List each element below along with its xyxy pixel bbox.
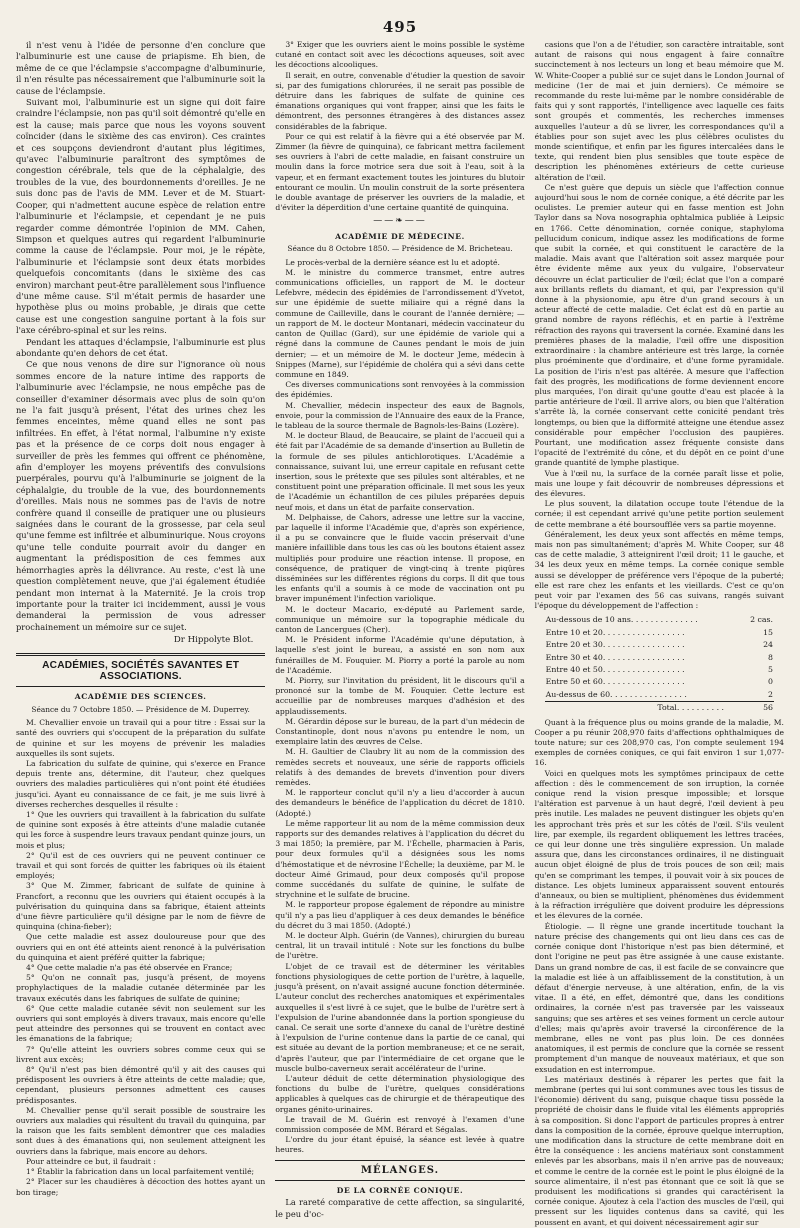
author-signature: Dr Hippolyte Blot. (173, 635, 254, 646)
paragraph: Suivant moi, l'albuminurie est un signe qui doit faire craindre l'éclampsie, non pas qu'il soit démontré qu'elle en est la cause; mais parce que nous les voyons souvent coïncider (dans le sixième des cas environ). Ces craintes et ces soupçons deviendront d'autant plus légitimes, qu'avec l'albuminurie paraîtront des symptômes de congestion cérébrale, tels que de la céphalalgie, des troubles de la vue, des bourdonnements d'oreilles. Je ne suis donc pas de l'avis de MM. Lever et de M. Stuart-Cooper, qui n'admettent aucune espèce de relation entre l'albuminurie et l'éclampsie, et cependant je ne puis regarder comme démontrée l'opinion de MM. Cahen, Simpson et quelques autres qui regardent l'albuminurie comme la cause de l'éclampsie. Pour moi, je le répète, l'albuminurie et l'éclampsie sont deux états morbides quelquefois concomitants (dans le sixième des cas environ) marchant peut-être parallèlement sous l'influence d'une même cause. S'il m'était permis de hasarder une hypothèse plus ou moins probable, je dirais que cette cause est une congestion sanguine portant à la fois sur l'axe cérébro-spinal et sur les reins. (16, 97, 266, 336)
paragraph: La fabrication du sulfate de quinine, qui s'exerce en France depuis trente ans, détermine, dit l'auteur, chez quelques ouvriers des maladies particulières qui n'ont point été étudiées jusqu'ici. Ayant eu connaissance de ce fait, je me suis livré à diverses recherches desquelles il résulte : (16, 758, 266, 809)
paragraph: Pendant les attaques d'éclampsie, l'albuminurie est plus abondante qu'en dehors de cet état. (16, 336, 266, 358)
table-row (545, 639, 774, 651)
academy-sciences-body (16, 718, 265, 1198)
paragraph: casions que l'on a de l'étudier, son caractère intraitable, sont autant de raisons qui nous engagent à faire connaître succinctement à nos lecteurs un long et beau mémoire que M. W. White-Cooper a publié sur ce sujet dans le London Journal of medicine (1er de mai et juin derniers). Ce mémoire se recommande du reste lui-même par le nombre considérable de faits qui y sont rapportés, l'intelligence avec laquelle ces faits sont groupés et commentés, les recherches immenses auxquelles l'auteur a dû se livrer, les correspondances qu'il a établies pour son sujet avec les plus célèbres oculistes du monde scientifique, et enfin par les figures intercalées dans le texte, qui rendent bien plus sensibles que toute espèce de description les phénomènes extérieurs de cette curieuse altération de l'œil. (534, 40, 784, 182)
paragraph: Les matériaux destinés à réparer les pertes que fait la membrane (pertes qui lui sont communes avec tous les tissus de l'économie) dérivent du sang, puisque chaque tissu possède la propriété de choisir dans le fluide vital les éléments appropriés à sa composition. Si donc l'apport de particules propres à entrer dans la composition de la cornée, éprouve quelque interruption, une modification dans la structure de cette membrane doit en être la conséquence : les anciens matériaux sont constamment enlevés par les absorbans, mais il n'en arrive pas de nouveaux; et comme le centre de la cornée est le point le plus éloigné de la source alimentaire, il n'est pas étonnant que ce soit là que se produisent les modifications si grandes qui caractérisent la cornée conique. Ajoutez à cela l'action des muscles de l'œil, qui pressent sur les liquides contenus dans sa cavité, qui les poussent en avant, et qui doivent nécessairement agir sur (534, 1074, 784, 1227)
table-value: 24 (763, 640, 773, 650)
page-number: 495 (382, 18, 418, 36)
section-title: ACADÉMIES, SOCIÉTÉS SAVANTES ET ASSOCIATIONS. (42, 659, 240, 682)
table-value: 2 cas. (750, 615, 773, 625)
academy-medecine-title: ACADÉMIE DE MÉDECINE. (335, 231, 465, 241)
paragraph: Ces diverses communications sont renvoyées à la commission des épidémies. (275, 380, 525, 400)
table-value: 0 (768, 677, 773, 687)
paragraph: Vue à l'œil nu, la surface de la cornée paraît lisse et polie, mais une loupe y fait découvrir de nombreuses dépressions et des élevures. (534, 468, 784, 498)
table-value: 5 (768, 665, 773, 674)
table-row (545, 689, 774, 702)
paragraph: 2° Qu'il est de ces ouvriers qui ne peuvent continuer ce travail et qui sont forcés de quitter les fabriques où ils étaient employés; (16, 850, 266, 881)
paragraph: M. Delphaisse, de Cahors, adresse une lettre sur la vaccine, par laquelle il informe l'Académie que, d'après son expérience, il a pu se convaincre que le fluide vaccin préservait d'une manière infaillible dans tous les cas où les boutons étaient assez multipliés pour produire une réaction intense. Il propose, en conséquence, de pratiquer de vingt-cinq à trente piqûres disséminées sur les différentes régions du corps. Il dit que tous les enfants qu'il a soumis à ce mode de vaccination ont pu braver impunément l'infection variolique. (275, 512, 525, 604)
table-row (545, 652, 774, 664)
paragraph: Voici en quelques mots les symptômes principaux de cette affection : dès le commencement de son irruption, la cornée conique rend la vision presque impossible; et lorsque l'altération est parvenue à un haut degré, l'œil devient à peu près inutile. Les malades ne peuvent distinguer les objets qu'en les approchant très près et sur les côtés de l'œil. S'ils veulent lire, par exemple, ils regardent obliquement les lettres tracées, ce qui leur donne une très singulière expression. Un malade assura que, dans les circonstances ordinaires, il ne distinguait aucun objet éloigné de plus de trois pouces de son œil; mais qu'en se comprimant les tempes, il pouvait voir à six pouces de distance. Les objets lumineux apparaissent souvent entourés d'anneaux, ou bien se multiplient, phénomènes dus évidemment à la réfraction irrégulière que doivent produire les dépressions et les élevures de la cornée. (534, 768, 784, 921)
table-value: 8 (768, 652, 773, 662)
table-value: 2 (768, 689, 773, 699)
section-divider (16, 653, 265, 656)
melanges-title: MÉLANGES. (360, 1164, 440, 1176)
column-3-body-bottom (535, 718, 784, 1228)
columns (16, 40, 784, 1227)
paragraph: Quant à la fréquence plus ou moins grande de la maladie, M. Cooper a pu réunir 208,970 faits d'affections ophthalmiques de toute nature; sur ces 208,970 cas, l'on compte seulement 194 exemples de cornées coniques, ce qui fait environ 1 sur 1,077-16. (534, 717, 784, 768)
paragraph: il n'est venu à l'idée de personne d'en conclure que l'albuminurie est une cause de priapisme. Eh bien, de même de ce que l'éclampsie s'accompagne d'albuminurie, il n'en résulte pas nécessairement que l'albuminurie soit la cause de l'éclampsie. (16, 40, 266, 96)
table-row (545, 676, 774, 688)
ornament-divider: ——❧—— (373, 216, 427, 227)
paragraph: M. le rapporteur conclut qu'il n'y a lieu d'accorder à aucun des demandeurs le bénéfice de l'application du décret de 1810. (Adopté.) (275, 788, 525, 818)
paragraph: 3° Exiger que les ouvriers aient le moins possible le système cutané en contact soit avec les décoctions aqueuses, soit avec les décoctions alcooliques. (275, 40, 525, 70)
column-3 (534, 40, 784, 1227)
paragraph: 1° Que les ouvriers qui travaillent à la fabrication du sulfate de quinine sont exposés à être atteints d'une maladie cutanée qui les force à suspendre leurs travaux pendant quinze jours, un mois et plus; (16, 809, 266, 850)
table-value: 15 (763, 627, 773, 637)
article-start: La rareté comparative de cette affection, sa singularité, le peu d'oc- (275, 1197, 525, 1219)
column-1 (16, 40, 266, 1197)
table-row (545, 664, 774, 676)
melanges-divider-bottom (275, 1180, 524, 1181)
table-label: Entre 30 et 40. . . . . . . . . . . . . . . . . (545, 652, 685, 662)
paragraph: 3° Que M. Zimmer, fabricant de sulfate de quinine à Francfort, a reconnu que les ouvriers qui étaient occupés à la pulvérisation du quinquina dans sa fabrique, étaient atteints d'une fièvre particulière qu'il désigne par le nom de fièvre de quinquina (china-fieber); (16, 881, 266, 932)
paragraph: M. le docteur Macario, ex-député au Parlement sarde, communique un mémoire sur la topographie médicale du canton de Lancergues (Cher). (275, 604, 525, 634)
paragraph: L'ordre du jour étant épuisé, la séance est levée à quatre heures. (275, 1135, 525, 1155)
paragraph: M. Chevallier, médecin inspecteur des eaux de Bagnols, envoie, pour la commission de l'Annuaire des eaux de la France, le tableau de la source thermale de Bagnols-les-Bains (Lozère). (275, 400, 525, 430)
section-divider-bottom (16, 686, 265, 687)
paragraph: 1° Établir la fabrication dans un local parfaitement ventilé; (26, 1167, 255, 1177)
table-label: Entre 20 et 30. . . . . . . . . . . . . . . . . (545, 640, 685, 650)
paragraph: Pour ce qui est relatif à la fièvre qui a été observée par M. Zimmer (la fièvre de quinquina), ce fabricant mettra facilement ses ouvriers à l'abri de cette maladie, en faisant construire un moulin dans la force motrice sera due soit à l'eau, soit à la vapeur, et en fermant exactement toutes les jointures du blutoir entourant ce moulin. Un moulin construit de la sorte présentera le double avantage de préserver les ouvriers de la maladie, et d'éviter la déperdition d'une certaine quantité de quinquina. (275, 131, 525, 213)
paragraph: Ce n'est guère que depuis un siècle que l'affection connue aujourd'hui sous le nom de cornée conique, a été décrite par les oculistes. Le premier auteur qui en fasse mention est John Taylor dans sa Nova nosographia ophtalmica publiée à Leipsic en 1766. Cette dénomination, cornée conique, staphyloma pellucidum conicum, indique assez les modifications de forme que subit la cornée, et qui constituent le caractère de la maladie. Mais avant que l'altération soit assez marquée pour être évidente même aux yeux du vulgaire, l'observateur découvre un éclat particulier de l'œil; éclat que l'on a comparé aux brillants reflets du diamant, et qui, par l'expression qu'il donne à la physionomie, apu être d'un grand secours à un acteur affecté de cette maladie. Cet éclat est dû en partie au grand nombre de rayons réfléchis, et en partie à l'extrême réfraction des rayons qui traversent la cornée. Examiné dans les premières phases de la maladie, l'œil offre une disposition extraordinaire : la chambre antérieure est très large, la cornée plus proéminente que d'ordinaire, et d'une forme pyramidale. La position de l'iris n'est pas altérée. A mesure que l'affection fait des progrès, les modifications de forme deviennent encore plus marquées, l'on dirait qu'une goutte d'eau est placée à la partie antérieure de l'œil. Il arrive alors, ou bien que l'altération s'arrête là, la cornée conservant cette conicité pendant très longtemps, ou bien que la difformité atteigne une étendue assez considérable pour empêcher l'occlusion des paupières. Pourtant, une modification assez fréquente consiste dans l'opacité de l'extrémité du cône, et du dépôt en ce point d'une grande quantité de lymphe plastique. (534, 182, 784, 468)
paragraph: M. le Président informe l'Académie qu'une députation, à laquelle s'est joint le bureau, a assisté en son nom aux funérailles de M. Fouquier. M. Piorry a porté la parole au nom de l'Académie. (275, 635, 525, 675)
paragraph: Le plus souvent, la dilatation occupe toute l'étendue de la cornée; il est cependant arrivé qu'une petite portion seulement de cette membrane a été boursoufflée vers sa partie moyenne. (534, 499, 784, 529)
melanges-divider (275, 1160, 524, 1161)
paragraph: 5° Qu'on ne connaît pas, jusqu'à présent, de moyens prophylactiques de la maladie cutanée déterminée par les travaux exécutés dans les fabriques de sulfate de quinine; (16, 973, 266, 1003)
paragraph: M. Gérardin dépose sur le bureau, de la part d'un médecin de Constantinople, dont nous n'avons pu entendre le nom, un exemplaire latin des œuvres de Celse. (275, 716, 525, 747)
paragraph: M. le rapporteur propose également de répondre au ministre qu'il n'y a pas lieu d'appliquer à ces deux demandes le bénéfice du décret du 3 mai 1850. (Adopté.) (275, 900, 525, 930)
table-row (545, 614, 774, 626)
table-row (545, 627, 774, 639)
column-1-body (16, 40, 265, 633)
paragraph: Le travail de M. Guérin est renvoyé à l'examen d'une commission composée de MM. Bérard et Ségalas. (275, 1114, 525, 1134)
seance-line: Séance du 7 Octobre 1850. — Présidence de M. Duperrey. (31, 704, 250, 714)
paragraph: 8° Qu'il n'est pas bien démontré qu'il y ait des causes qui prédisposent les ouvriers à être atteints de cette maladie; que, cependant, plusieurs personnes admettent ces causes prédisposantes. (16, 1065, 266, 1105)
paragraph: M. Chevallier envoie un travail qui a pour titre : Essai sur la santé des ouvriers qui s'occupent de la préparation du sulfate de quinine et sur les moyens de prévenir les maladies auxquelles ils sont sujets. (16, 718, 266, 758)
table-total-row (545, 702, 774, 715)
paragraph: M. le docteur Alph. Guérin (de Vannes), chirurgien du bureau central, lit un travail intitulé : Note sur les fonctions du bulbe de l'urètre. (275, 931, 525, 961)
paragraph: 2° Placer sur les chaudières à décoction des hottes ayant un bon tirage; (16, 1177, 266, 1197)
paragraph: L'objet de ce travail est de déterminer les véritables fonctions physiologiques de cette portion de l'urètre, à laquelle, jusqu'à présent, on n'avait assigné aucune fonction déterminée. L'auteur conclut des recherches anatomiques et expérimentales auxquelles il s'est livré à ce sujet, que le bulbe de l'urètre sert à l'expulsion de l'urine abandonnée dans la portion spongieuse du canal. Ce serait une sorte d'annexe du canal de l'urètre destiné à l'expulsion de l'urine contenue dans la partie de ce canal, qui est située au devant de la portion membraneuse; et ce ne serait, d'après l'auteur, que par l'intermédiaire de cet organe que le muscle bulbo-caverneux serait accélérateur de l'urine. (275, 961, 525, 1073)
academy-sciences-title: ACADÉMIE DES SCIENCES. (74, 692, 207, 702)
paragraph: Le procès-verbal de la dernière séance est lu et adopté. (285, 257, 500, 267)
table-label: Au-dessus de 60. . . . . . . . . . . . . . . . (545, 689, 687, 699)
paragraph: Que cette maladie est assez douloureuse pour que des ouvriers qui en ont été atteints aient renoncé à la pulvérisation du quinquina et aient préféré quitter la fabrique; (16, 932, 266, 962)
paragraph: L'auteur déduit de cette détermination physiologique des fonctions du bulbe de l'urètre, quelques considérations applicables à quelques cas de chirurgie et de thérapeutique des organes génito-urinaires. (275, 1073, 525, 1114)
total-value: 56 (732, 702, 774, 715)
paragraph: Pour atteindre ce but, il faudrait : (26, 1156, 156, 1166)
academy-medecine-body (275, 258, 524, 1156)
paragraph: Il serait, en outre, convenable d'étudier la question de savoir si, par des fumigations chlorurées, il ne serait pas possible de détruire dans les fabriques de sulfate de quinine ces émanations organiques qui vont frapper, ainsi que les faits le démontrent, des personnes étrangères à des distances assez considérables de la fabrique. (275, 70, 525, 131)
table-label: Entre 10 et 20. . . . . . . . . . . . . . . . . (545, 627, 685, 637)
paragraph: 7° Qu'elle atteint les ouvriers sobres comme ceux qui se livrent aux excès; (16, 1044, 266, 1064)
table-label: Au-dessous de 10 ans. . . . . . . . . . . . . . (545, 615, 698, 625)
total-label: Total. . . . . . . . . . (545, 702, 732, 715)
paragraph: 4° Que cette maladie n'a pas été observée en France; (26, 963, 233, 973)
column-2-body-top (275, 40, 524, 213)
paragraph: M. le docteur Blaud, de Beaucaire, se plaint de l'accueil qui a été fait par l'Académie de sa demande d'insertion au Bulletin de la formule de ses pilules antichlorotiques. L'Académie a connaissance, suivant lui, une erreur capitale en refusant cette insertion, sous le prétexte que ses pilules sont altérables, et ne constituent point une préparation officinale. Il met sous les yeux de l'Académie un échantillon de ces pilules préparées depuis neuf mois, et dans un état de parfaite conservation. (275, 431, 525, 512)
seance-line-2: Séance du 8 Octobre 1850. — Présidence de M. Bricheteau. (287, 244, 513, 254)
paragraph: 6° Que cette maladie cutanée sévit non seulement sur les ouvriers qui sont employés à divers travaux, mais encore qu'elle peut atteindre des personnes qui se trouvent en contact avec les émanations de la fabrique; (16, 1003, 266, 1044)
paragraph: M. le ministre du commerce transmet, entre autres communications officielles, un rapport de M. le docteur Lefebvre, médecin des épidémies de l'arrondissement d'Yvetot, sur une épidémie de suette miliaire qui a régné dans la commune de Cailleville, dans le courant de l'année dernière; — un rapport de M. le docteur Montanari, médecin vaccinateur du canton de Quillac (Gard), sur une épidémie de variole qui a régné dans la commune de Caunes pendant le mois de juin dernier; — et un mémoire de M. le docteur Jeme, médecin à Snippes (Marne), sur l'épidémie de choléra qui a sévi dans cette commune en 1849. (275, 267, 525, 379)
paragraph: Le même rapporteur lit au nom de la même commission deux rapports sur des demandes relatives à l'application du décret du 3 mai 1850; la première, par M. l'Échelle, pharmacien à Paris, pour deux formules qu'il a désignées sous les noms d'hémostatique et de névrosine l'Échelle; la deuxième, par M. le docteur Aimé Grimaud, pour deux composés qu'il propose comme succédanés du sulfate de quinine, le sulfate de strychnine et le sulfate de brucine. (275, 818, 525, 900)
paragraph: Généralement, les deux yeux sont affectés en même temps, mais non pas simultanément; d'après M. White Cooper, sur 48 cas de cette maladie, 3 atteignirent l'œil droit; 11 le gauche, et 34 les deux yeux en même temps. La cornée conique semble aussi se développer de préférence vers l'époque de la puberté; elle est rare chez les enfants et les vieillards. C'est ce qu'on peut voir par l'examen des 56 cas suivans, rangés suivant l'époque du développement de l'affection : (534, 529, 784, 611)
article-title: DE LA CORNÉE CONIQUE. (336, 1185, 464, 1195)
column-3-body-top (535, 40, 784, 611)
table-label: Entre 50 et 60. . . . . . . . . . . . . . . . . (545, 677, 685, 687)
age-table (545, 614, 774, 714)
paragraph: Étiologie. — Il règne une grande incertitude touchant la nature précise des changements qui ont lieu dans ces cas de cornée conique dont l'historique n'est pas bien déterminé, et dont l'origine ne peut pas être assignée à une cause existante. Dans un grand nombre de cas, il est facile de se convaincre que la maladie est liée à un affaiblissement de la constitution, à un défaut d'énergie nerveuse, à une altération, enfin, de la vis vitae. Il a été, en effet, démontré que, dans les conditions ordinaires, la cornée n'est pas traversée par les vaisseaux sanguins; que ses artères et ses veines forment un cercle autour d'elles; mais qu'après avoir traversé la circonférence de la membrane, elles ne vont pas plus loin. De ces données anatomiques, il est permis de conclure que la cornée se ressent promptement d'un manque de nouveaux matériaux, et que son exsudation en est interrompue. (534, 921, 784, 1074)
paragraph: M. Chevallier pense qu'il serait possible de soustraire les ouvriers aux maladies qui résultent du travail du quinquina, par la raison que les faits semblent démontrer que ces maladies sont dues à des émanations qui, non seulement atteignent les ouvriers dans la fabrique, mais encore au dehors. (16, 1105, 266, 1156)
paragraph: M. H. Gaultier de Claubry lit au nom de la commission des remèdes secrets et nouveaux, une série de rapports officiels relatifs à des demandes de brevets d'invention pour divers remèdes. (275, 747, 525, 788)
paragraph: Ce que nous venons de dire sur l'ignorance où nous sommes encore de la nature intime des rapports de l'albuminurie avec l'éclampsie, ne nous empêche pas de conseiller d'examiner désormais avec plus de soin qu'on ne l'a fait jusqu'à présent, l'état des urines chez les femmes enceintes, même quand elles ne sont pas infiltrées. En effet, à l'état normal, l'albumine n'y existe pas et la présence de ce corps doit nous engager à surveiller de près les femmes qui offrent ce phénomène, afin d'employer les moyens préventifs des convulsions puerpérales, pourvu qu'à l'albuminurie se joignent de la céphalalgie, du trouble de la vue, des bourdonnements d'oreilles. Mais nous ne sommes pas de l'avis de notre confrère quand il conseille de pratiquer une ou plusieurs saignées dans le courant de la grossesse, par cela seul qu'une femme est infiltrée et albuminurique. Nous croyons qu'une telle conduite pourrait avoir du danger en augmentant la prédisposition de ces femmes aux hémorrhagies après la délivrance. Au reste, c'est là une question complètement neuve, que j'ai également étudiée pendant mon internat à la Maternité. Je la crois trop importante pour la traiter ici incidemment, aussi je vous demanderai la permission de vous adresser prochainement un mémoire sur ce sujet. (16, 359, 266, 632)
column-2 (275, 40, 525, 1219)
table-label: Entre 40 et 50. . . . . . . . . . . . . . . . . (545, 665, 685, 674)
paragraph: M. Piorry, sur l'invitation du président, lit le discours qu'il a prononcé sur la tombe de M. Fouquier. Cette lecture est accueillie par de nombreuses marques d'adhésion et des applaudissements. (275, 676, 525, 716)
